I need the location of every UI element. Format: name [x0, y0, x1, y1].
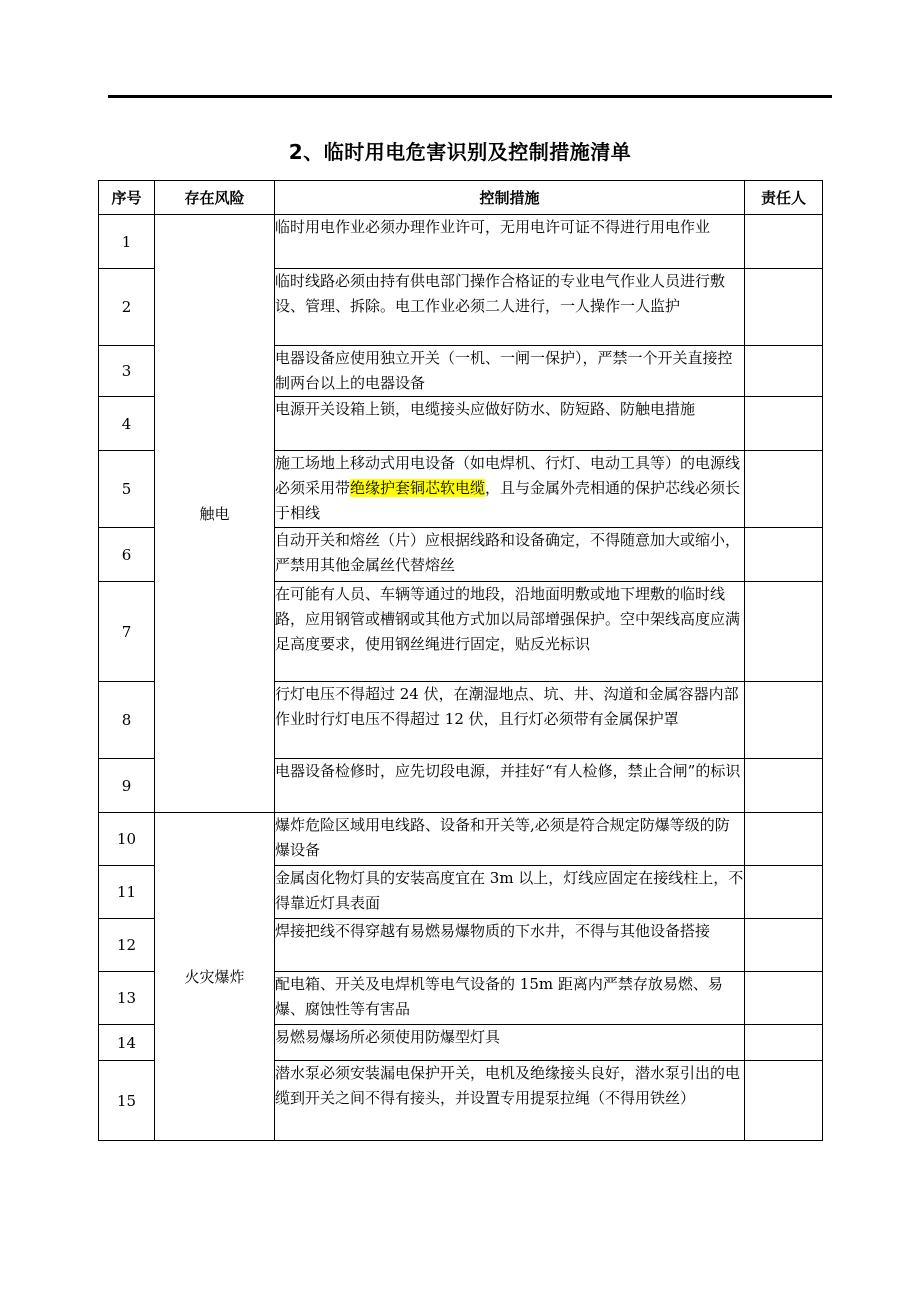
risk-category-fire-explosion: 火灾爆炸 [155, 813, 275, 1141]
owner-cell [745, 759, 823, 813]
control-measure: 电器设备应使用独立开关（一机、一闸一保护），严禁一个开关直接控制两台以上的电器设备 [275, 346, 745, 397]
header-num: 序号 [99, 181, 155, 215]
row-number: 11 [99, 866, 155, 919]
row-number: 12 [99, 919, 155, 972]
header-rule [108, 95, 832, 98]
control-measure: 电源开关设箱上锁，电缆接头应做好防水、防短路、防触电措施 [275, 397, 745, 451]
owner-cell [745, 1025, 823, 1061]
measure-text-before: 施工场地上移动式用电设备（如电焊机、行灯、电动工具等）的电源线必须采用带 [275, 454, 741, 497]
header-risk: 存在风险 [155, 181, 275, 215]
row-number: 9 [99, 759, 155, 813]
owner-cell [745, 215, 823, 269]
control-measure [275, 451, 745, 528]
risk-category-electric-shock: 触电 [155, 215, 275, 813]
owner-cell [745, 682, 823, 759]
row-number: 7 [99, 582, 155, 682]
owner-cell [745, 346, 823, 397]
row-number: 1 [99, 215, 155, 269]
owner-cell [745, 813, 823, 866]
control-measure: 临时线路必须由持有供电部门操作合格证的专业电气作业人员进行敷设、管理、拆除。电工作业必须二人进行，一人操作一人监护 [275, 269, 745, 346]
owner-cell [745, 866, 823, 919]
owner-cell [745, 919, 823, 972]
row-number: 8 [99, 682, 155, 759]
table-row [99, 813, 823, 866]
owner-cell [745, 451, 823, 528]
header-owner: 责任人 [745, 181, 823, 215]
table-header-row [99, 181, 823, 215]
control-measure: 自动开关和熔丝（片）应根据线路和设备确定，不得随意加大或缩小，严禁用其他金属丝代替熔丝 [275, 528, 745, 582]
control-measure: 行灯电压不得超过 24 伏，在潮湿地点、坑、井、沟道和金属容器内部作业时行灯电压不得超过 12 伏，且行灯必须带有金属保护罩 [275, 682, 745, 759]
owner-cell [745, 972, 823, 1025]
owner-cell [745, 269, 823, 346]
header-measure: 控制措施 [275, 181, 745, 215]
control-measure: 金属卤化物灯具的安装高度宜在 3m 以上，灯线应固定在接线柱上，不得靠近灯具表面 [275, 866, 745, 919]
control-measure: 易燃易爆场所必须使用防爆型灯具 [275, 1025, 745, 1061]
control-measure: 电器设备检修时，应先切段电源，并挂好“有人检修，禁止合闸”的标识 [275, 759, 745, 813]
row-number: 2 [99, 269, 155, 346]
owner-cell [745, 528, 823, 582]
control-measure: 潜水泵必须安装漏电保护开关，电机及绝缘接头良好，潜水泵引出的电缆到开关之间不得有接头，并设置专用提泵拉绳（不得用铁丝） [275, 1061, 745, 1141]
table-row [99, 215, 823, 269]
owner-cell [745, 397, 823, 451]
owner-cell [745, 582, 823, 682]
row-number: 14 [99, 1025, 155, 1061]
row-number: 15 [99, 1061, 155, 1141]
row-number: 4 [99, 397, 155, 451]
control-measure: 爆炸危险区域用电线路、设备和开关等,必须是符合规定防爆等级的防爆设备 [275, 813, 745, 866]
page-title: 2、临时用电危害识别及控制措施清单 [288, 140, 632, 164]
highlighted-text: 绝缘护套铜芯软电缆 [350, 479, 486, 497]
row-number: 13 [99, 972, 155, 1025]
measure-text-after: ，且与金属外壳相通的保护芯线必须长于相线 [275, 479, 741, 522]
control-measure: 配电箱、开关及电焊机等电气设备的 15m 距离内严禁存放易燃、易爆、腐蚀性等有害品 [275, 972, 745, 1025]
row-number: 6 [99, 528, 155, 582]
hazard-table [98, 180, 823, 1141]
row-number: 10 [99, 813, 155, 866]
owner-cell [745, 1061, 823, 1141]
row-number: 3 [99, 346, 155, 397]
control-measure: 在可能有人员、车辆等通过的地段，沿地面明敷或地下埋敷的临时线路，应用钢管或槽钢或其他方式加以局部增强保护。空中架线高度应满足高度要求，使用钢丝绳进行固定，贴反光标识 [275, 582, 745, 682]
control-measure: 焊接把线不得穿越有易燃易爆物质的下水井，不得与其他设备搭接 [275, 919, 745, 972]
row-number: 5 [99, 451, 155, 528]
control-measure: 临时用电作业必须办理作业许可，无用电许可证不得进行用电作业 [275, 215, 745, 269]
